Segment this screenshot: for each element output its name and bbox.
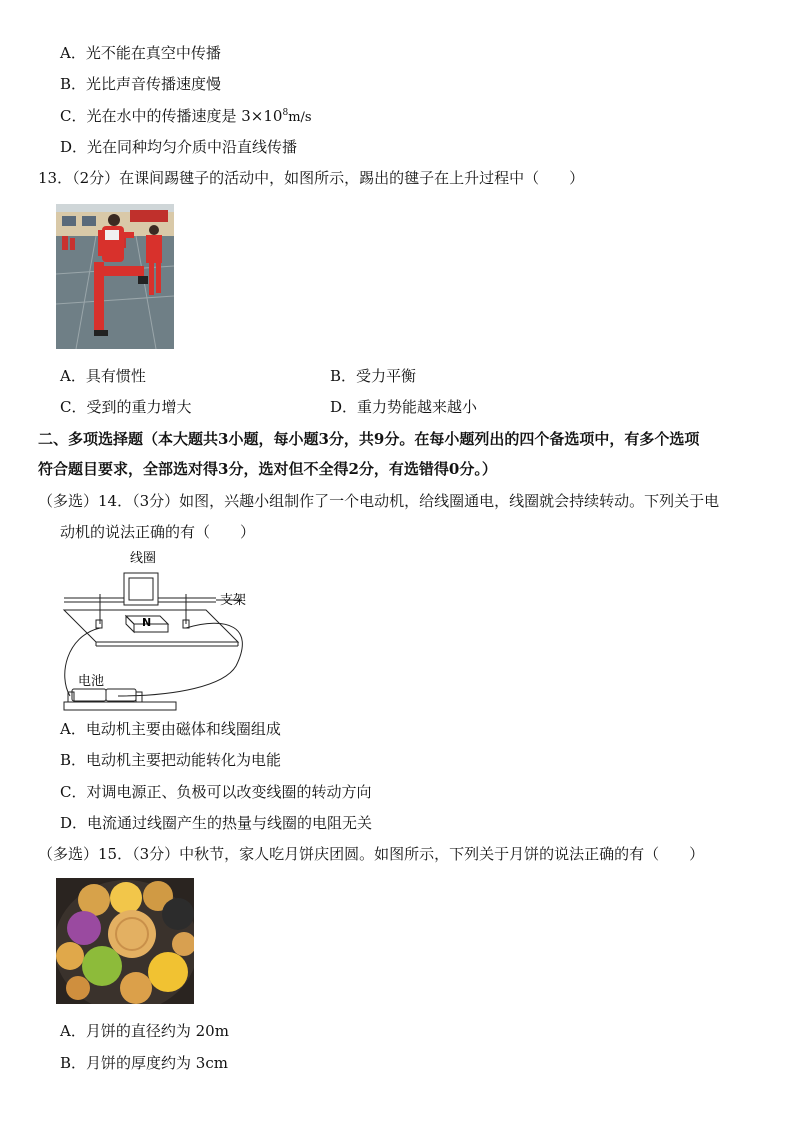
q14-option-b: B．电动机主要把动能转化为电能 (60, 751, 282, 769)
q14-option-d: D．电流通过线圈产生的热量与线圈的电阻无关 (60, 814, 373, 832)
q14-stem-line1: （多选）14．（3分）如图，兴趣小组制作了一个电动机，给线圈通电，线圈就会持续转动。下列关于电 (38, 492, 720, 510)
battery-label: 电池 (78, 674, 105, 689)
q13-option-d: D．重力势能越来越小 (330, 398, 478, 416)
q12-option-d: D．光在同种均匀介质中沿直线传播 (60, 138, 298, 156)
q13-option-b: B．受力平衡 (330, 367, 417, 385)
q14-option-a: A．电动机主要由磁体和线圈组成 (60, 720, 281, 738)
shuttlecock-kicking-photo (56, 204, 174, 349)
section-2-header-line1: 二、多项选择题（本大题共3小题，每小题3分，共9分。在每小题列出的四个备选项中，有多个选项 (38, 430, 700, 448)
q12-option-a: A．光不能在真空中传播 (60, 44, 221, 62)
q12-option-c: C．光在水中的传播速度是 $3\times 10^8m/s$ (60, 107, 312, 125)
q13-option-c: C．受到的重力增大 (60, 398, 192, 416)
coil-label: 线圈 (130, 551, 157, 566)
electric-motor-diagram (56, 546, 256, 714)
stand-label: 支架 (220, 593, 247, 608)
q14-option-c: C．对调电源正、负极可以改变线圈的转动方向 (60, 783, 372, 801)
magnet-n-label: N (142, 616, 152, 629)
q15-option-a: A．月饼的直径约为 20m (60, 1022, 229, 1040)
q15-stem: （多选）15．（3分）中秋节，家人吃月饼庆团圆。如图所示，下列关于月饼的说法正确的有（ ） (38, 845, 705, 863)
mooncakes-photo (56, 878, 194, 1004)
q13-stem: 13．（2分）在课间踢毽子的活动中，如图所示，踢出的毽子在上升过程中（ ） (38, 169, 585, 187)
q12-option-b: B．光比声音传播速度慢 (60, 75, 222, 93)
section-2-header-line2: 符合题目要求，全部选对得3分，选对但不全得2分，有选错得0分。） (38, 460, 497, 478)
q14-stem-line2: 动机的说法正确的有（ ） (60, 523, 256, 541)
q13-option-a: A．具有惯性 (60, 367, 146, 385)
q15-option-b: B．月饼的厚度约为 3cm (60, 1054, 228, 1072)
